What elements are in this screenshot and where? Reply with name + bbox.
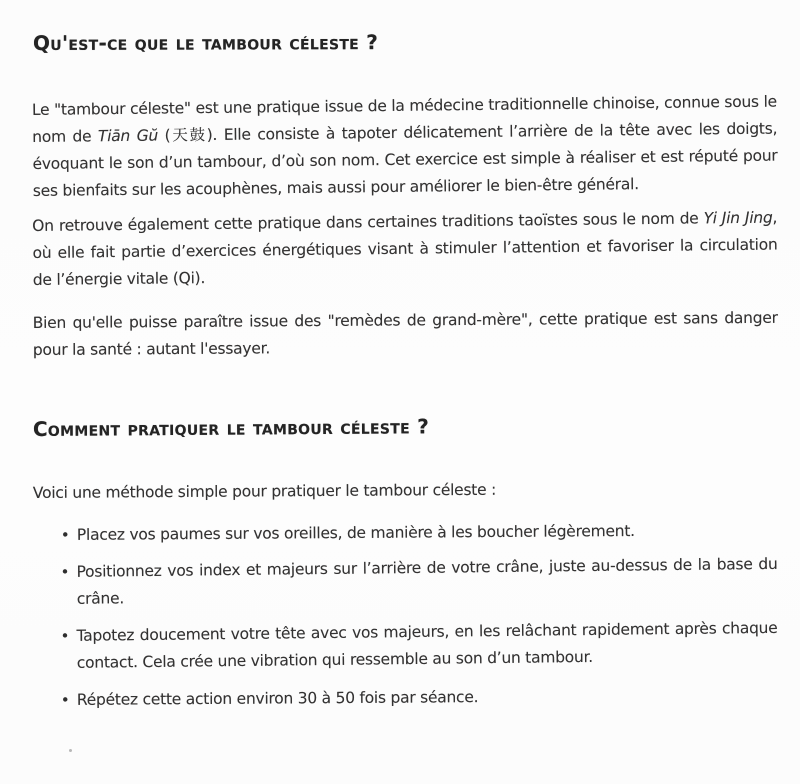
paragraph-taoist-text-after: , où elle fait partie d’exercices énergétiques visant à stimuler l’attention et favoriser la circulation de l’énergie vitale (Qi).	[32, 208, 778, 290]
paragraph-taoist-text-before: On retrouve également cette pratique dans certaines traditions taoïstes sous le nom de	[32, 209, 704, 236]
paragraph-definition-text-after: (天鼓). Elle consiste à tapoter délicatement l’arrière de la tête avec les doigts, évoquant le son d’un tambour, d’où son nom. Cet exercice est simple à réaliser et est réputé pour ses bienfaits sur les acouphènes, mais aussi pour améliorer le bien-être général.	[32, 119, 778, 201]
paragraph-definition-text-before: Le "tambour céleste" est une pratique issue de la médecine traditionnelle chinoise, connue sous le nom de	[31, 92, 777, 147]
scan-artifact-dot	[69, 749, 72, 752]
paragraph-definition	[32, 89, 778, 205]
section-heading-what-is: Qu'est-ce que le tambour céleste ?	[32, 30, 379, 56]
paragraph-taoist-tradition	[32, 205, 778, 294]
term-yi-jin-jing: Yi Jin Jing	[703, 208, 773, 228]
term-tian-gu: Tiān Gŭ	[97, 126, 159, 146]
method-step-tap: • Tapotez doucement votre tête avec vos majeurs, en les relâchant rapidement après chaque contact. Cela crée une vibration qui ressemble au son d’un tambour.	[60, 615, 778, 677]
section-heading-how-to: Comment pratiquer le tambour céleste ?	[32, 414, 430, 442]
method-intro: Voici une méthode simple pour pratiquer le tambour céleste :	[32, 480, 497, 503]
method-step-palms: • Placez vos paumes sur vos oreilles, de manière à les boucher légèrement.	[61, 517, 778, 549]
paragraph-grandmother-remedy: Bien qu'elle puisse paraître issue des "remèdes de grand-mère", cette pratique est sans danger pour la santé : autant l'essayer.	[32, 308, 778, 360]
method-step-repeat: • Répétez cette action environ 30 à 50 fois par séance.	[61, 682, 778, 714]
method-step-position-fingers: • Positionnez vos index et majeurs sur l’arrière de votre crâne, juste au-dessus de la base du crâne.	[60, 551, 778, 613]
method-steps-list	[33, 522, 778, 714]
